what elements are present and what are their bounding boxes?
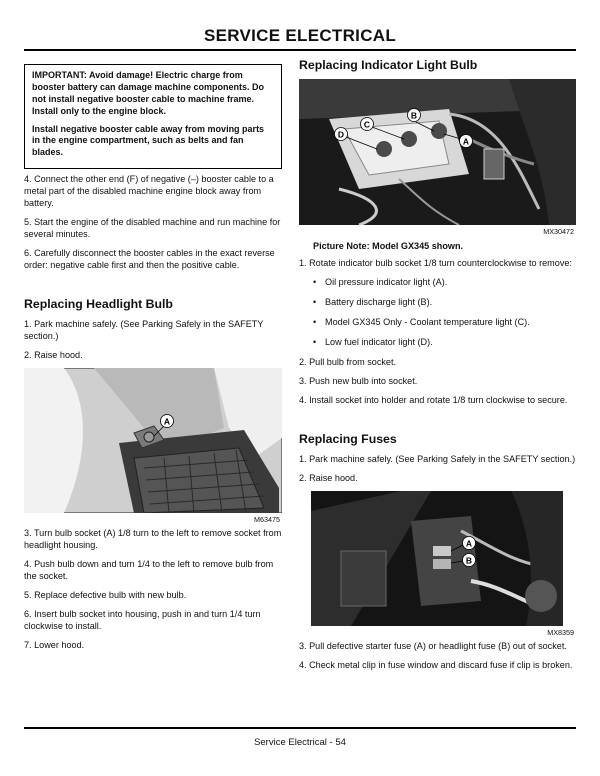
figure-code: MX8359 xyxy=(547,628,574,637)
important-text-1: IMPORTANT: Avoid damage! Electric charge from booster battery can damage machine components. Do not install negative booster cable to machine frame. Install only to the engine block. xyxy=(32,70,265,116)
page-footer: Service Electrical - 54 xyxy=(254,737,346,748)
right-column xyxy=(299,58,576,678)
left-column xyxy=(24,64,282,658)
list-item: • Model GX345 Only - Coolant temperature light (C). xyxy=(313,316,576,328)
step-text: 1. Rotate indicator bulb socket 1/8 turn counterclockwise to remove: xyxy=(299,258,572,268)
callout-b: B xyxy=(410,110,418,121)
callout-c: C xyxy=(363,119,371,130)
indicator-list xyxy=(299,276,576,348)
indicator-photo xyxy=(299,79,576,236)
callout-b: B xyxy=(465,555,473,566)
indicator-heading: Replacing Indicator Light Bulb xyxy=(299,58,478,72)
callout-a: A xyxy=(465,538,473,549)
step-text: 4. Connect the other end (F) of negative (–) booster cable to a metal part of the disabled machine engine block away from battery. xyxy=(24,174,274,209)
list-item: • Low fuel indicator light (D). xyxy=(313,336,576,348)
step-text: 4. Install socket into holder and rotate 1/8 turn clockwise to secure. xyxy=(299,395,568,405)
step-text: 1. Park machine safely. (See Parking Safely in the SAFETY section.) xyxy=(24,319,264,342)
step-text: 4. Push bulb down and turn 1/4 to the left to remove bulb from the socket. xyxy=(24,559,274,582)
step-text: 5. Start the engine of the disabled machine and run machine for several minutes. xyxy=(24,217,281,240)
list-item: • Battery discharge light (B). xyxy=(313,296,576,308)
step-text: 3. Pull defective starter fuse (A) or headlight fuse (B) out of socket. xyxy=(299,641,567,651)
headlight-photo xyxy=(24,368,282,525)
figure-code: MX30472 xyxy=(543,227,574,236)
footer-rule xyxy=(24,727,576,729)
callout-a: A xyxy=(163,416,171,427)
step-text: 6. Insert bulb socket into housing, push in and turn 1/4 turn clockwise to install. xyxy=(24,609,261,632)
step-text: 2. Pull bulb from socket. xyxy=(299,357,397,367)
callout-d: D xyxy=(337,129,345,140)
list-item: • Oil pressure indicator light (A). xyxy=(313,276,576,288)
step-text: 3. Push new bulb into socket. xyxy=(299,376,418,386)
figure-code: M63475 xyxy=(254,515,280,525)
step-text: 2. Raise hood. xyxy=(299,473,358,483)
important-text-2: Install negative booster cable away from moving parts in the engine compartment, such as belts and fan blades. xyxy=(32,123,265,158)
important-notice xyxy=(24,64,282,169)
page-title: SERVICE ELECTRICAL xyxy=(203,26,397,45)
fuse-photo xyxy=(299,491,576,637)
step-text: 7. Lower hood. xyxy=(24,640,85,651)
step-text: 2. Raise hood. xyxy=(24,350,83,361)
step-text: 3. Turn bulb socket (A) 1/8 turn to the left to remove socket from headlight housing. xyxy=(24,528,282,551)
step-text: 4. Check metal clip in fuse window and discard fuse if clip is broken. xyxy=(299,660,573,670)
headlight-heading: Replacing Headlight Bulb xyxy=(24,297,173,312)
header-rule xyxy=(24,49,576,51)
fuses-heading: Replacing Fuses xyxy=(299,432,397,446)
step-text: 5. Replace defective bulb with new bulb. xyxy=(24,590,187,601)
callout-a: A xyxy=(462,136,470,147)
picture-note: Picture Note: Model GX345 shown. xyxy=(313,241,464,251)
step-text: 1. Park machine safely. (See Parking Safely in the SAFETY section.) xyxy=(299,454,576,464)
step-text: 6. Carefully disconnect the booster cables in the exact reverse order: negative cable first and then the positive cable. xyxy=(24,248,275,271)
